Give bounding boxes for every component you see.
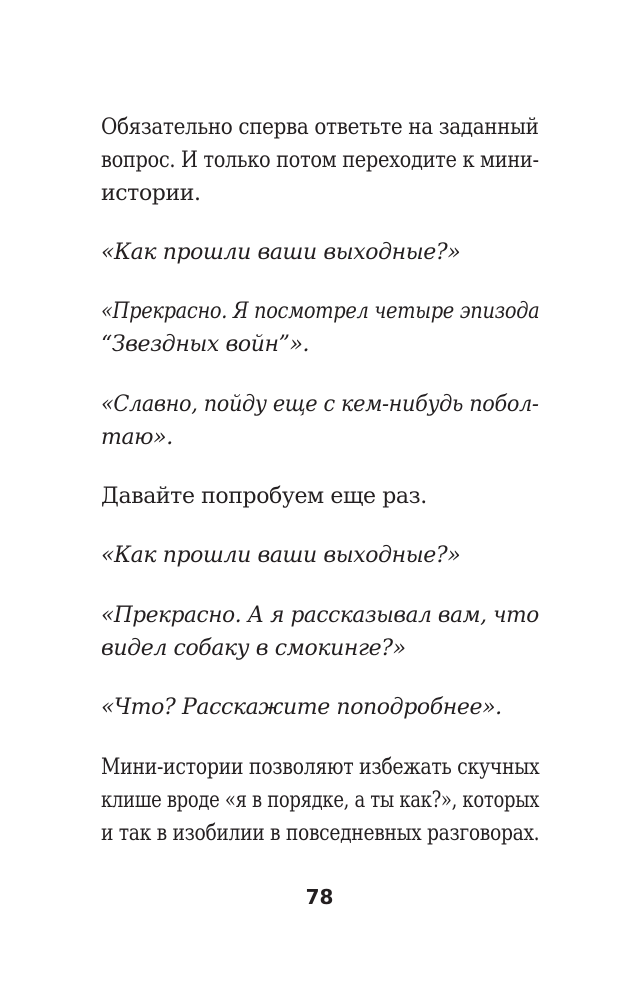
dialogue-line: «Что? Расскажите поподробнее». [101,695,502,720]
dialogue-line: таю». [101,425,173,450]
page-number: 78 [305,885,334,909]
dialogue-line: «Прекрасно. Я посмотрел четыре эпизода [101,299,540,324]
dialogue-line: «Как прошли ваши выходные?» [101,543,461,568]
body-text-line: Обязательно сперва ответьте на заданный [101,115,539,140]
dialogue-line: «Прекрасно. А я рассказывал вам, что [101,603,539,628]
body-text-line: Давайте попробуем еще раз. [101,484,427,509]
body-text-line: Мини-истории позволяют избежать скучных [101,755,540,780]
body-text-line: вопрос. И только потом переходите к мини- [101,148,539,173]
dialogue-line: «Как прошли ваши выходные?» [101,240,461,265]
dialogue-line: “Звездных войн”». [101,332,310,357]
body-text-line: и так в изобилии в повседневных разговорах. [101,821,540,846]
body-text-line: клише вроде «я в порядке, а ты как?», которых [101,788,540,813]
body-text-line: истории. [101,181,201,206]
dialogue-line: видел собаку в смокинге?» [101,636,406,661]
dialogue-line: «Славно, пойду еще с кем-нибудь побол- [101,392,539,417]
